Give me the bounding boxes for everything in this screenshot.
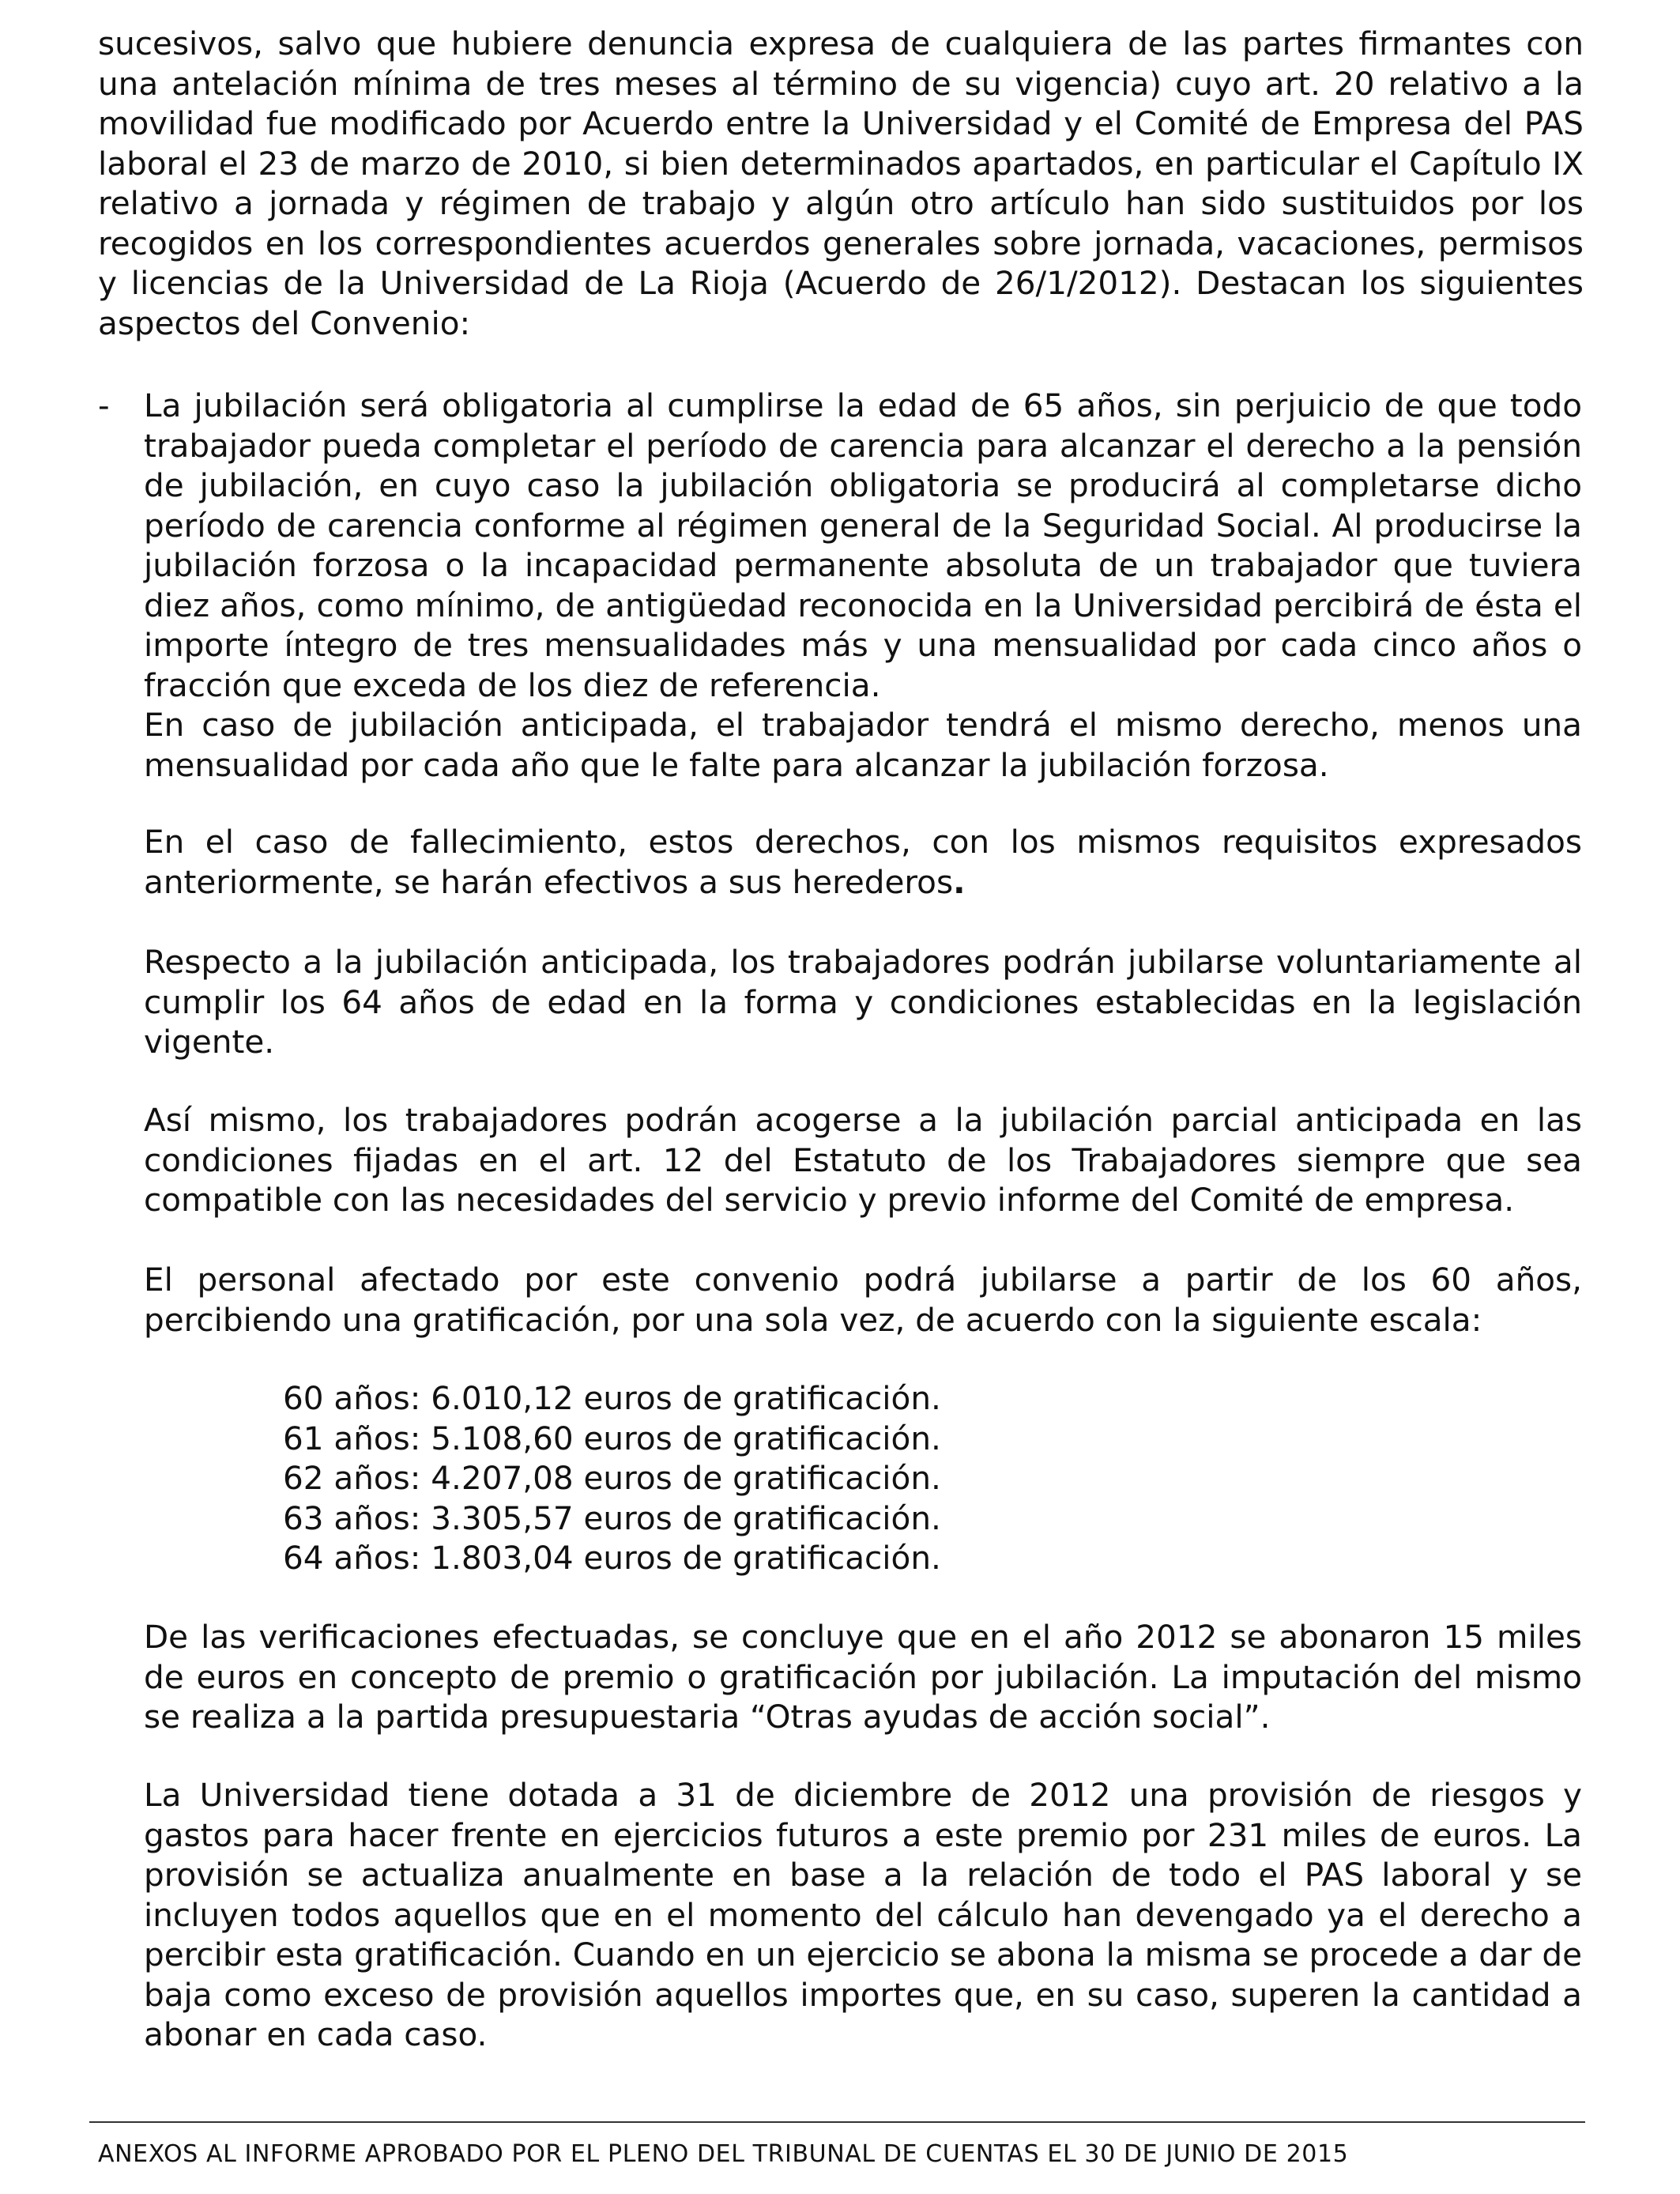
paragraph-obligatory-retirement: La jubilación será obligatoria al cumplirse la edad de 65 años, sin perjuicio de que todo trabajador pueda completar el período de carencia para alcanzar el derecho a la pensión de jubilación, en cuyo caso la jubilación obligatoria se producirá al completarse dicho período de carencia conforme al régimen general de la Seguridad Social. Al producirse la jubilación forzosa o la incapacidad permanente absoluta de un trabajador que tuviera diez años, como mínimo, de antigüedad reconocida en la Universidad percibirá de ésta el importe íntegro de tres mensualidades más y una mensualidad por cada cinco años o fracción que exceda de los diez de referencia. [144,386,1582,704]
scale-item-62: 62 años: 4.207,08 euros de gratificación. [283,1459,941,1497]
paragraph-early-retirement-right: En caso de jubilación anticipada, el trabajador tendrá el mismo derecho, menos una mensualidad por cada año que le falte para alcanzar la jubilación forzosa. [144,706,1582,784]
bullet-marker: - [98,386,110,424]
intro-text: sucesivos, salvo que hubiere denuncia expresa de cualquiera de las partes firmantes con una antelación mínima de tres meses al término de su vigencia) cuyo art. 20 relativo a la movilidad fue modificado por Acuerdo entre la Universidad y el Comité de Empresa del PAS laboral el 23 de marzo de 2010, si bien determinados apartados, en particular el Capítulo IX relativo a jornada y régimen de trabajo y algún otro artículo han sido sustituidos por los recogidos en los correspondientes acuerdos generales sobre jornada, vacaciones, permisos y licencias de la Universidad de La Rioja (Acuerdo de 26/1/2012). Destacan los siguientes aspectos del Convenio: [98,25,1584,342]
gratification-intro-paragraph [144,1260,1582,1340]
paragraph-verification: De las verificaciones efectuadas, se concluye que en el año 2012 se abonaron 15 miles de euros en concepto de premio o gratificación por jubilación. La imputación del mismo se realiza a la partida presupuestaria “Otras ayudas de acción social”. [144,1618,1582,1736]
death-paragraph [144,822,1582,902]
intro-paragraph [98,24,1584,343]
paragraph-provision: La Universidad tiene dotada a 31 de diciembre de 2012 una provisión de riesgos y gastos para hacer frente en ejercicios futuros a este premio por 231 miles de euros. La provisión se actualiza anualmente en base a la relación de todo el PAS laboral y se incluyen todos aquellos que en el momento del cálculo han devengado ya el derecho a percibir esta gratificación. Cuando en un ejercicio se abona la misma se procede a dar de baja como exceso de provisión aquellos importes que, en su caso, superen la cantidad a abonar en cada caso. [144,1776,1582,2053]
paragraph-death [144,822,1582,902]
paragraph-partial-retirement: Así mismo, los trabajadores podrán acogerse a la jubilación parcial anticipada en las condiciones fijadas en el art. 12 del Estatuto de los Trabajadores siempre que sea compatible con las necesidades del servicio y previo informe del Comité de empresa. [144,1101,1582,1219]
retirement-obligatory-paragraph [144,386,1582,785]
paragraph-gratification-intro: El personal afectado por este convenio podrá jubilarse a partir de los 60 años, percibiendo una gratificación, por una sola vez, de acuerdo con la siguiente escala: [144,1261,1582,1339]
partial-retirement-paragraph [144,1100,1582,1220]
scale-item-60: 60 años: 6.010,12 euros de gratificación. [283,1379,941,1417]
early-retirement-paragraph [144,942,1582,1062]
paragraph-death-period: . [953,862,966,901]
provision-paragraph [144,1775,1582,2055]
scale-item-63: 63 años: 3.305,57 euros de gratificación. [283,1498,941,1537]
gratification-scale-list [283,1378,941,1578]
scale-item-61: 61 años: 5.108,60 euros de gratificación. [283,1419,941,1457]
verification-paragraph [144,1617,1582,1737]
scale-item-64: 64 años: 1.803,04 euros de gratificación. [283,1539,941,1577]
footer-divider [89,2121,1585,2123]
footer-text: ANEXOS AL INFORME APROBADO POR EL PLENO DEL TRIBUNAL DE CUENTAS EL 30 DE JUNIO DE 2015 [98,2140,1349,2168]
paragraph-early-retirement: Respecto a la jubilación anticipada, los trabajadores podrán jubilarse voluntariamente al cumplir los 64 años de edad en la forma y condiciones establecidas en la legislación vigente. [144,943,1582,1061]
paragraph-death-text: En el caso de fallecimiento, estos derechos, con los mismos requisitos expresados anteriormente, se harán efectivos a sus herederos [144,823,1582,901]
